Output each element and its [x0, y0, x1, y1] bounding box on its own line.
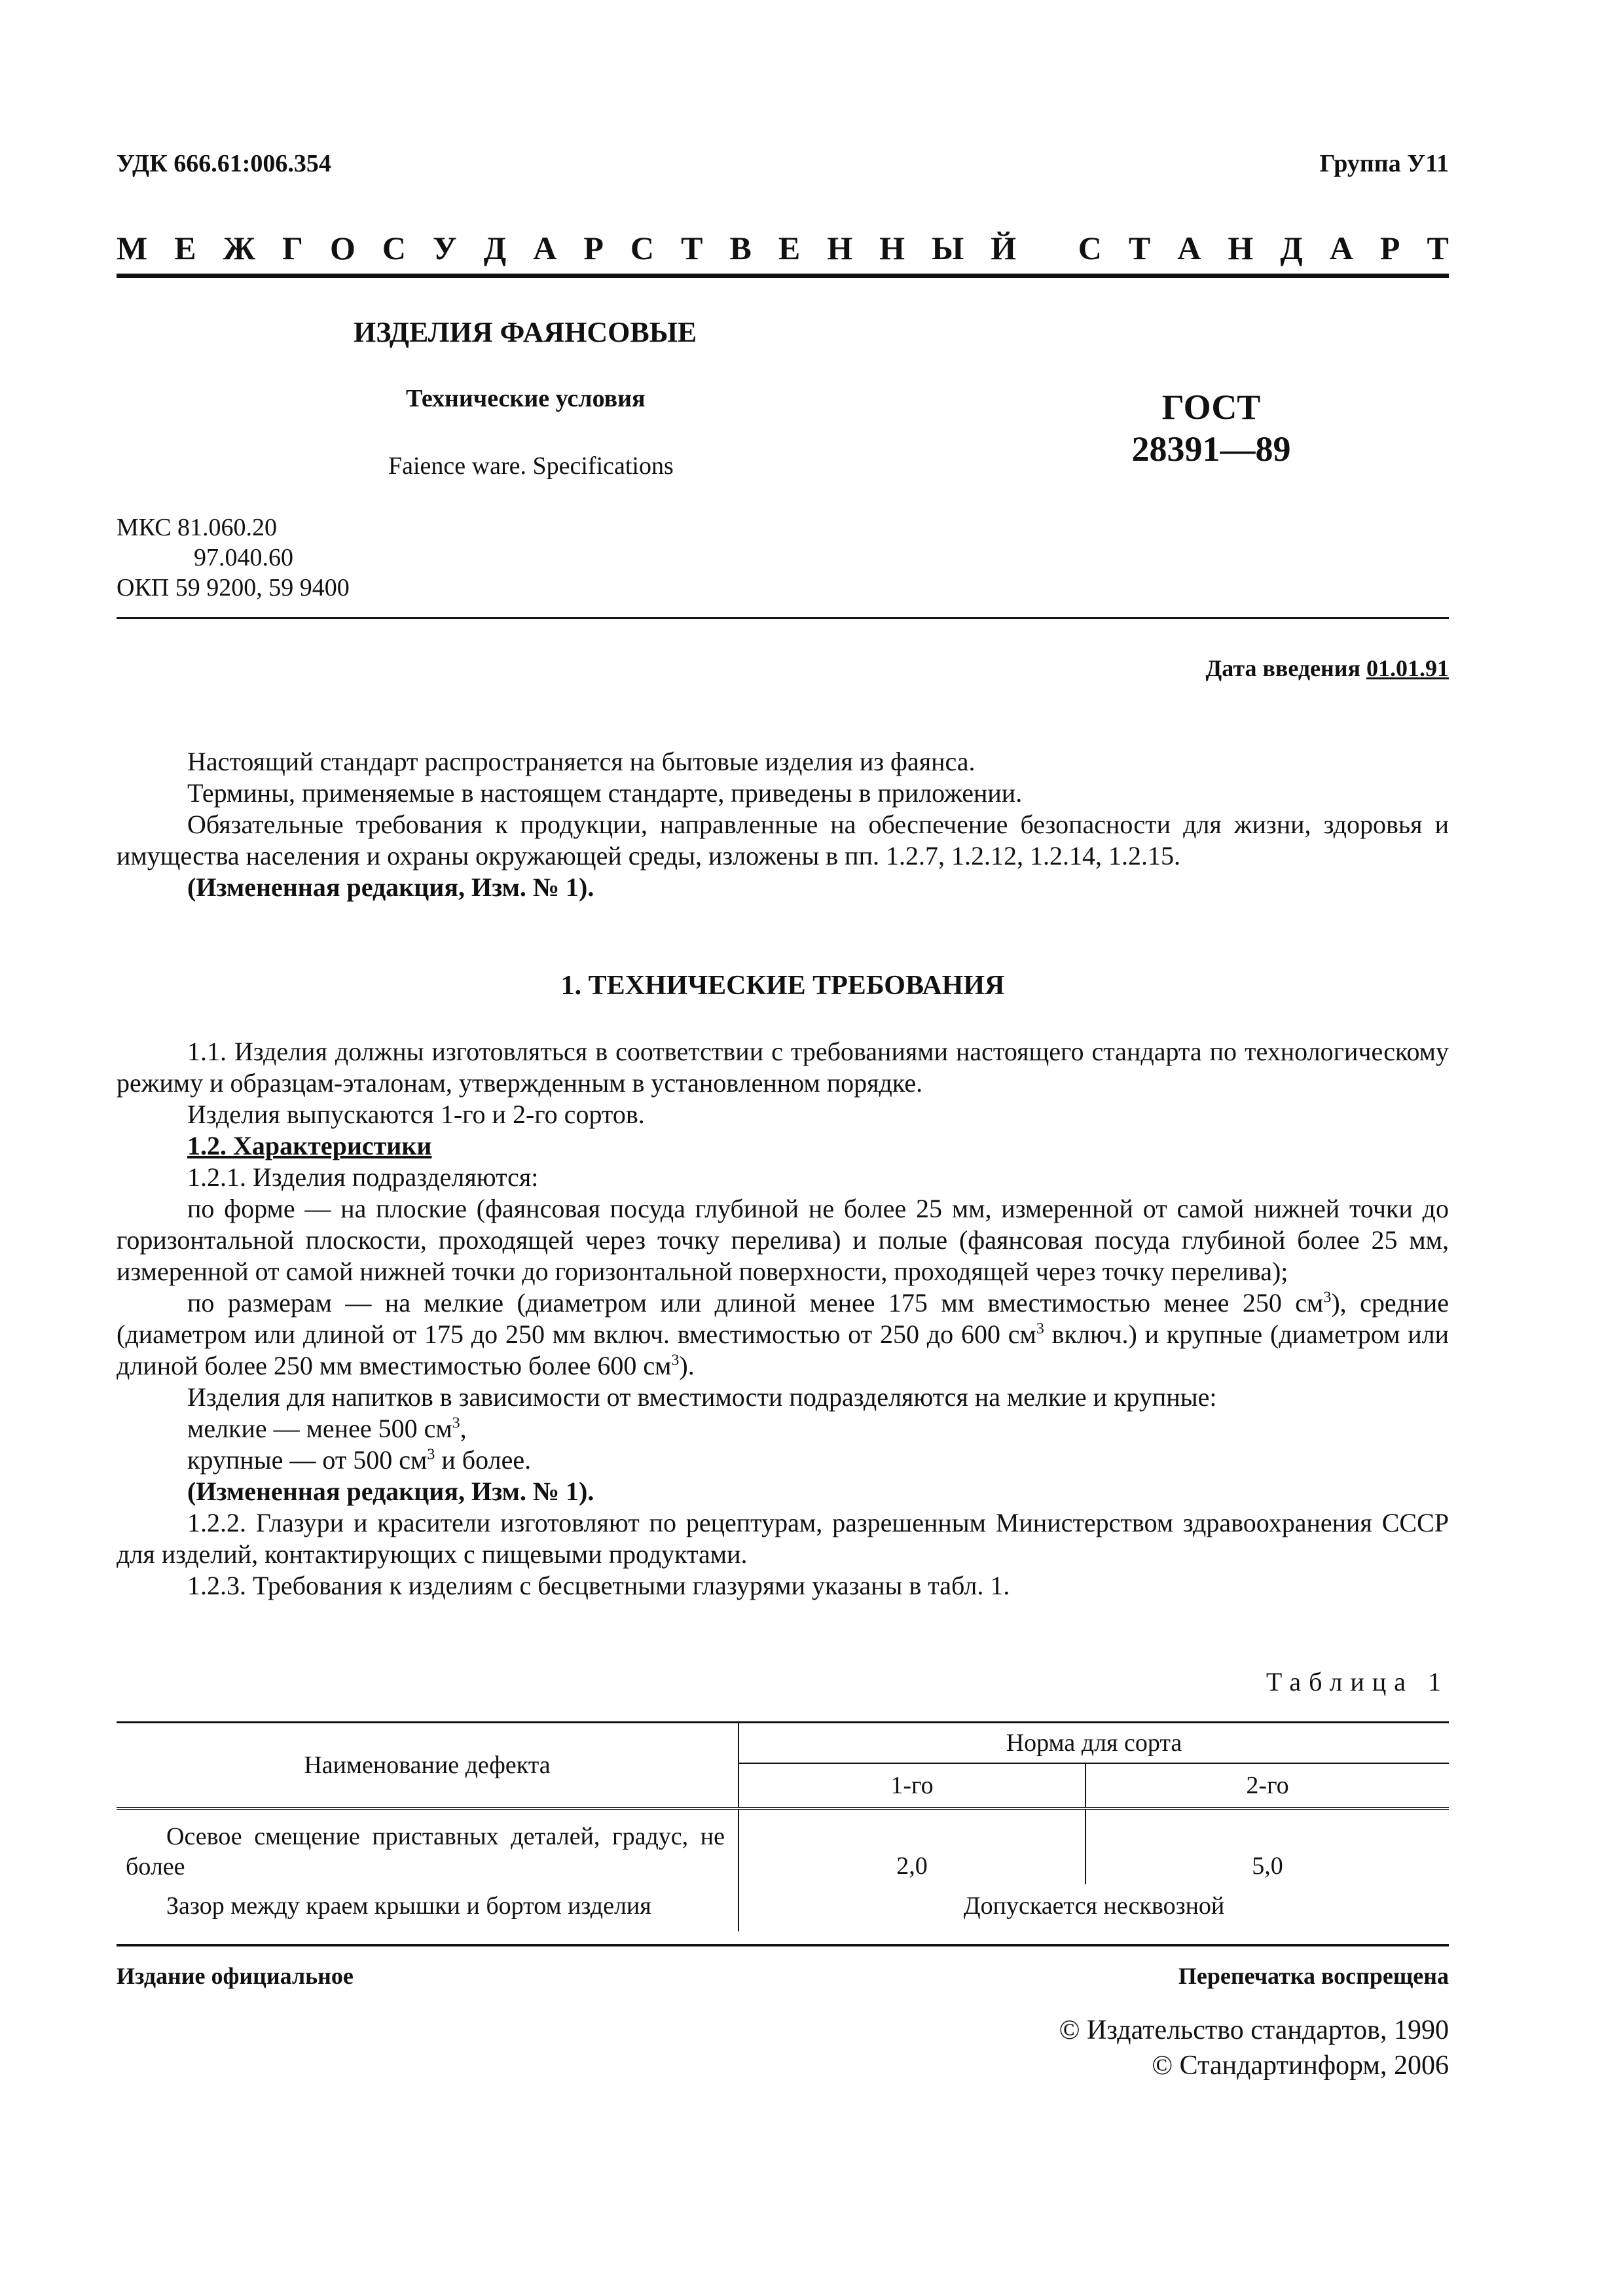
column-header-norm: Норма для сорта	[739, 1723, 1449, 1764]
paragraph-form-text: по форме — на плоские (фаянсовая посуда глубиной не более 25 мм, измеренной от самой нижней точки до горизонтальной плоскости, проходящей через точку перелива) и полые (фаянсовая посуда глубиной более 25 мм, измеренной от самой нижней точки до горизонтальной поверхности, проходящей через точку перелива);	[117, 1194, 1449, 1286]
subsection-heading-text: 1.2. Характеристики	[187, 1131, 432, 1160]
paragraph-1-2-1	[117, 1162, 1449, 1193]
standard-type-letter: С	[1078, 230, 1102, 266]
table-caption: Таблица 1	[1266, 1667, 1449, 1696]
official-edition: Издание официальное	[117, 1963, 354, 1989]
standard-type-letter: О	[329, 230, 356, 266]
footer-rule	[117, 1944, 1449, 1946]
paragraph-1-2-2	[117, 1507, 1449, 1570]
table-cell-defect	[117, 1884, 739, 1931]
superscript: 3	[1036, 1320, 1044, 1338]
paragraph-large	[117, 1444, 1449, 1476]
standard-type-letter: Д	[1280, 230, 1303, 266]
standard-type-letter: Р	[583, 230, 604, 266]
defects-table	[117, 1721, 1449, 1931]
copyright-block	[1059, 2013, 1449, 2083]
large-text: крупные — от 500 см	[187, 1445, 428, 1475]
effective-date-value: 01.01.91	[1366, 655, 1449, 681]
paragraph-drinks-text: Изделия для напитков в зависимости от вместимости подразделяются на мелкие и крупные:	[187, 1382, 1217, 1412]
table-cell-merged: Допускается несквозной	[739, 1884, 1449, 1931]
intro-text-1: Настоящий стандарт распространяется на бытовые изделия из фаянса.	[187, 747, 976, 776]
standard-type-letter: Й	[991, 230, 1017, 266]
table-cell-grade2: 5,0	[1085, 1808, 1449, 1884]
section-heading: 1. ТЕХНИЧЕСКИЕ ТРЕБОВАНИЯ	[560, 971, 1005, 1001]
standard-type-letter: Г	[282, 230, 303, 266]
standard-type-letter: Н	[1228, 230, 1254, 266]
udk-code: УДК 666.61:006.354	[117, 150, 331, 177]
standard-type-letter: Е	[778, 230, 801, 266]
paragraph-size	[117, 1287, 1449, 1382]
standard-type-letter: В	[729, 230, 752, 266]
copyright-line-1: © Издательство стандартов, 1990	[1059, 2015, 1449, 2045]
large-text-end: и более.	[435, 1445, 532, 1475]
intro-paragraph	[117, 778, 1449, 809]
column-header-grade2: 2-го	[1085, 1763, 1449, 1808]
standard-type-letter: Ы	[932, 230, 964, 266]
okp-code: ОКП 59 9200, 59 9400	[117, 574, 350, 601]
introduction	[117, 746, 1449, 903]
standard-type-letter: Т	[1427, 230, 1449, 266]
standard-type-letter: М	[117, 230, 148, 266]
superscript: 3	[1323, 1289, 1332, 1306]
header-rule-thick	[117, 274, 1449, 278]
intro-paragraph	[117, 746, 1449, 778]
table-cell-grade1: 2,0	[739, 1808, 1085, 1884]
standard-type-letter: Р	[1379, 230, 1400, 266]
standard-type-letter: Ж	[223, 230, 256, 266]
effective-date-label: Дата введения	[1205, 655, 1360, 681]
size-text-b: ), средние (диаметром или длиной от 175 до 250 мм включ. вместимостью от 250 до 600 см	[117, 1288, 1449, 1349]
standard-type-letter: Т	[1128, 230, 1151, 266]
paragraph-sorts-text: Изделия выпускаются 1-го и 2-го сортов.	[187, 1100, 645, 1129]
defect-name: Зазор между краем крышки и бортом изделия	[166, 1892, 651, 1920]
superscript: 3	[452, 1414, 460, 1432]
intro-amendment	[117, 872, 1449, 903]
paragraph-1-2-3	[117, 1570, 1449, 1602]
standard-type-heading	[117, 229, 1449, 267]
header-rule-thin	[117, 617, 1449, 619]
defect-name: Осевое смещение приставных деталей, градус, не более	[126, 1823, 725, 1880]
section-amendment-text: (Измененная редакция, Изм. № 1).	[187, 1477, 594, 1506]
small-text-end: ,	[460, 1414, 467, 1443]
mks-code-1: МКС 81.060.20	[117, 514, 278, 541]
paragraph-1-2-2-text: 1.2.2. Глазури и красители изготовляют по рецептурам, разрешенным Министерством здравоохранения СССР для изделий, контактирующих с пищевыми продуктами.	[117, 1508, 1449, 1569]
subsection-heading	[117, 1130, 1449, 1162]
group-code: Группа У11	[1319, 150, 1449, 177]
intro-text-3: Обязательные требования к продукции, направленные на обеспечение безопасности для жизни, здоровья и имущества населения и охраны окружающей среды, изложены в пп. 1.2.7, 1.2.12, 1.2.14, 1.2.15.	[117, 810, 1449, 870]
standard-type-letter: А	[533, 230, 557, 266]
effective-date	[1206, 655, 1450, 682]
standard-type-letter: С	[630, 230, 655, 266]
paragraph-1-2-1-text: 1.2.1. Изделия подразделяются:	[187, 1162, 539, 1192]
paragraph-sorts	[117, 1099, 1449, 1130]
standard-type-letter: Н	[827, 230, 853, 266]
column-header-grade1: 1-го	[739, 1763, 1085, 1808]
paragraph-form	[117, 1193, 1449, 1287]
standard-type-letter: А	[1329, 230, 1353, 266]
intro-text-2: Термины, применяемые в настоящем стандарте, приведены в приложении.	[187, 778, 1023, 808]
section-amendment	[117, 1476, 1449, 1507]
standard-type-letter: Е	[174, 230, 196, 266]
standard-type-letter: Д	[483, 230, 507, 266]
classification-codes	[117, 512, 350, 603]
standard-type-letter: Т	[681, 230, 703, 266]
table-row	[117, 1884, 1449, 1931]
reprint-notice: Перепечатка воспрещена	[1178, 1963, 1449, 1989]
gost-number: 28391—89	[1131, 429, 1291, 469]
document-subtitle: Технические условия	[406, 385, 646, 412]
small-text: мелкие — менее 500 см	[187, 1414, 452, 1443]
paragraph-drinks	[117, 1382, 1449, 1413]
paragraph-1-1-text: 1.1. Изделия должны изготовляться в соответствии с требованиями настоящего стандарта по технологическому режиму и образцам-эталонам, утвержденным в установленном порядке.	[117, 1037, 1449, 1098]
document-title-english: Faience ware. Specifications	[388, 452, 674, 480]
gost-designation	[1110, 386, 1313, 470]
intro-paragraph	[117, 809, 1449, 872]
paragraph-1-2-3-text: 1.2.3. Требования к изделиям с бесцветными глазурями указаны в табл. 1.	[187, 1571, 1010, 1600]
table-cell-defect	[117, 1808, 739, 1884]
section-body	[117, 1036, 1449, 1602]
superscript: 3	[671, 1352, 680, 1369]
gost-label: ГОСТ	[1161, 387, 1261, 427]
size-text-d: ).	[679, 1351, 695, 1380]
document-title: ИЗДЕЛИЯ ФАЯНСОВЫЕ	[354, 316, 697, 348]
copyright-line-2: © Стандартинформ, 2006	[1152, 2051, 1449, 2081]
column-header-defect: Наименование дефекта	[117, 1723, 739, 1809]
mks-code-2: 97.040.60	[194, 544, 293, 571]
standard-type-letter: С	[382, 230, 406, 266]
intro-amendment-text: (Измененная редакция, Изм. № 1).	[187, 872, 594, 902]
paragraph-1-1	[117, 1036, 1449, 1099]
size-text-c: включ.) и крупные (диаметром или длиной более 250 мм вместимостью более 600 см	[117, 1319, 1449, 1380]
size-text-a: по размерам — на мелкие (диаметром или длиной менее 175 мм вместимостью менее 250 см	[187, 1288, 1324, 1318]
table-row	[117, 1808, 1449, 1884]
standard-type-letter	[1043, 229, 1051, 267]
standard-type-letter: У	[433, 230, 457, 266]
superscript: 3	[427, 1446, 435, 1463]
standard-type-letter: Н	[879, 230, 905, 266]
paragraph-small	[117, 1413, 1449, 1444]
standard-type-letter: А	[1177, 230, 1201, 266]
